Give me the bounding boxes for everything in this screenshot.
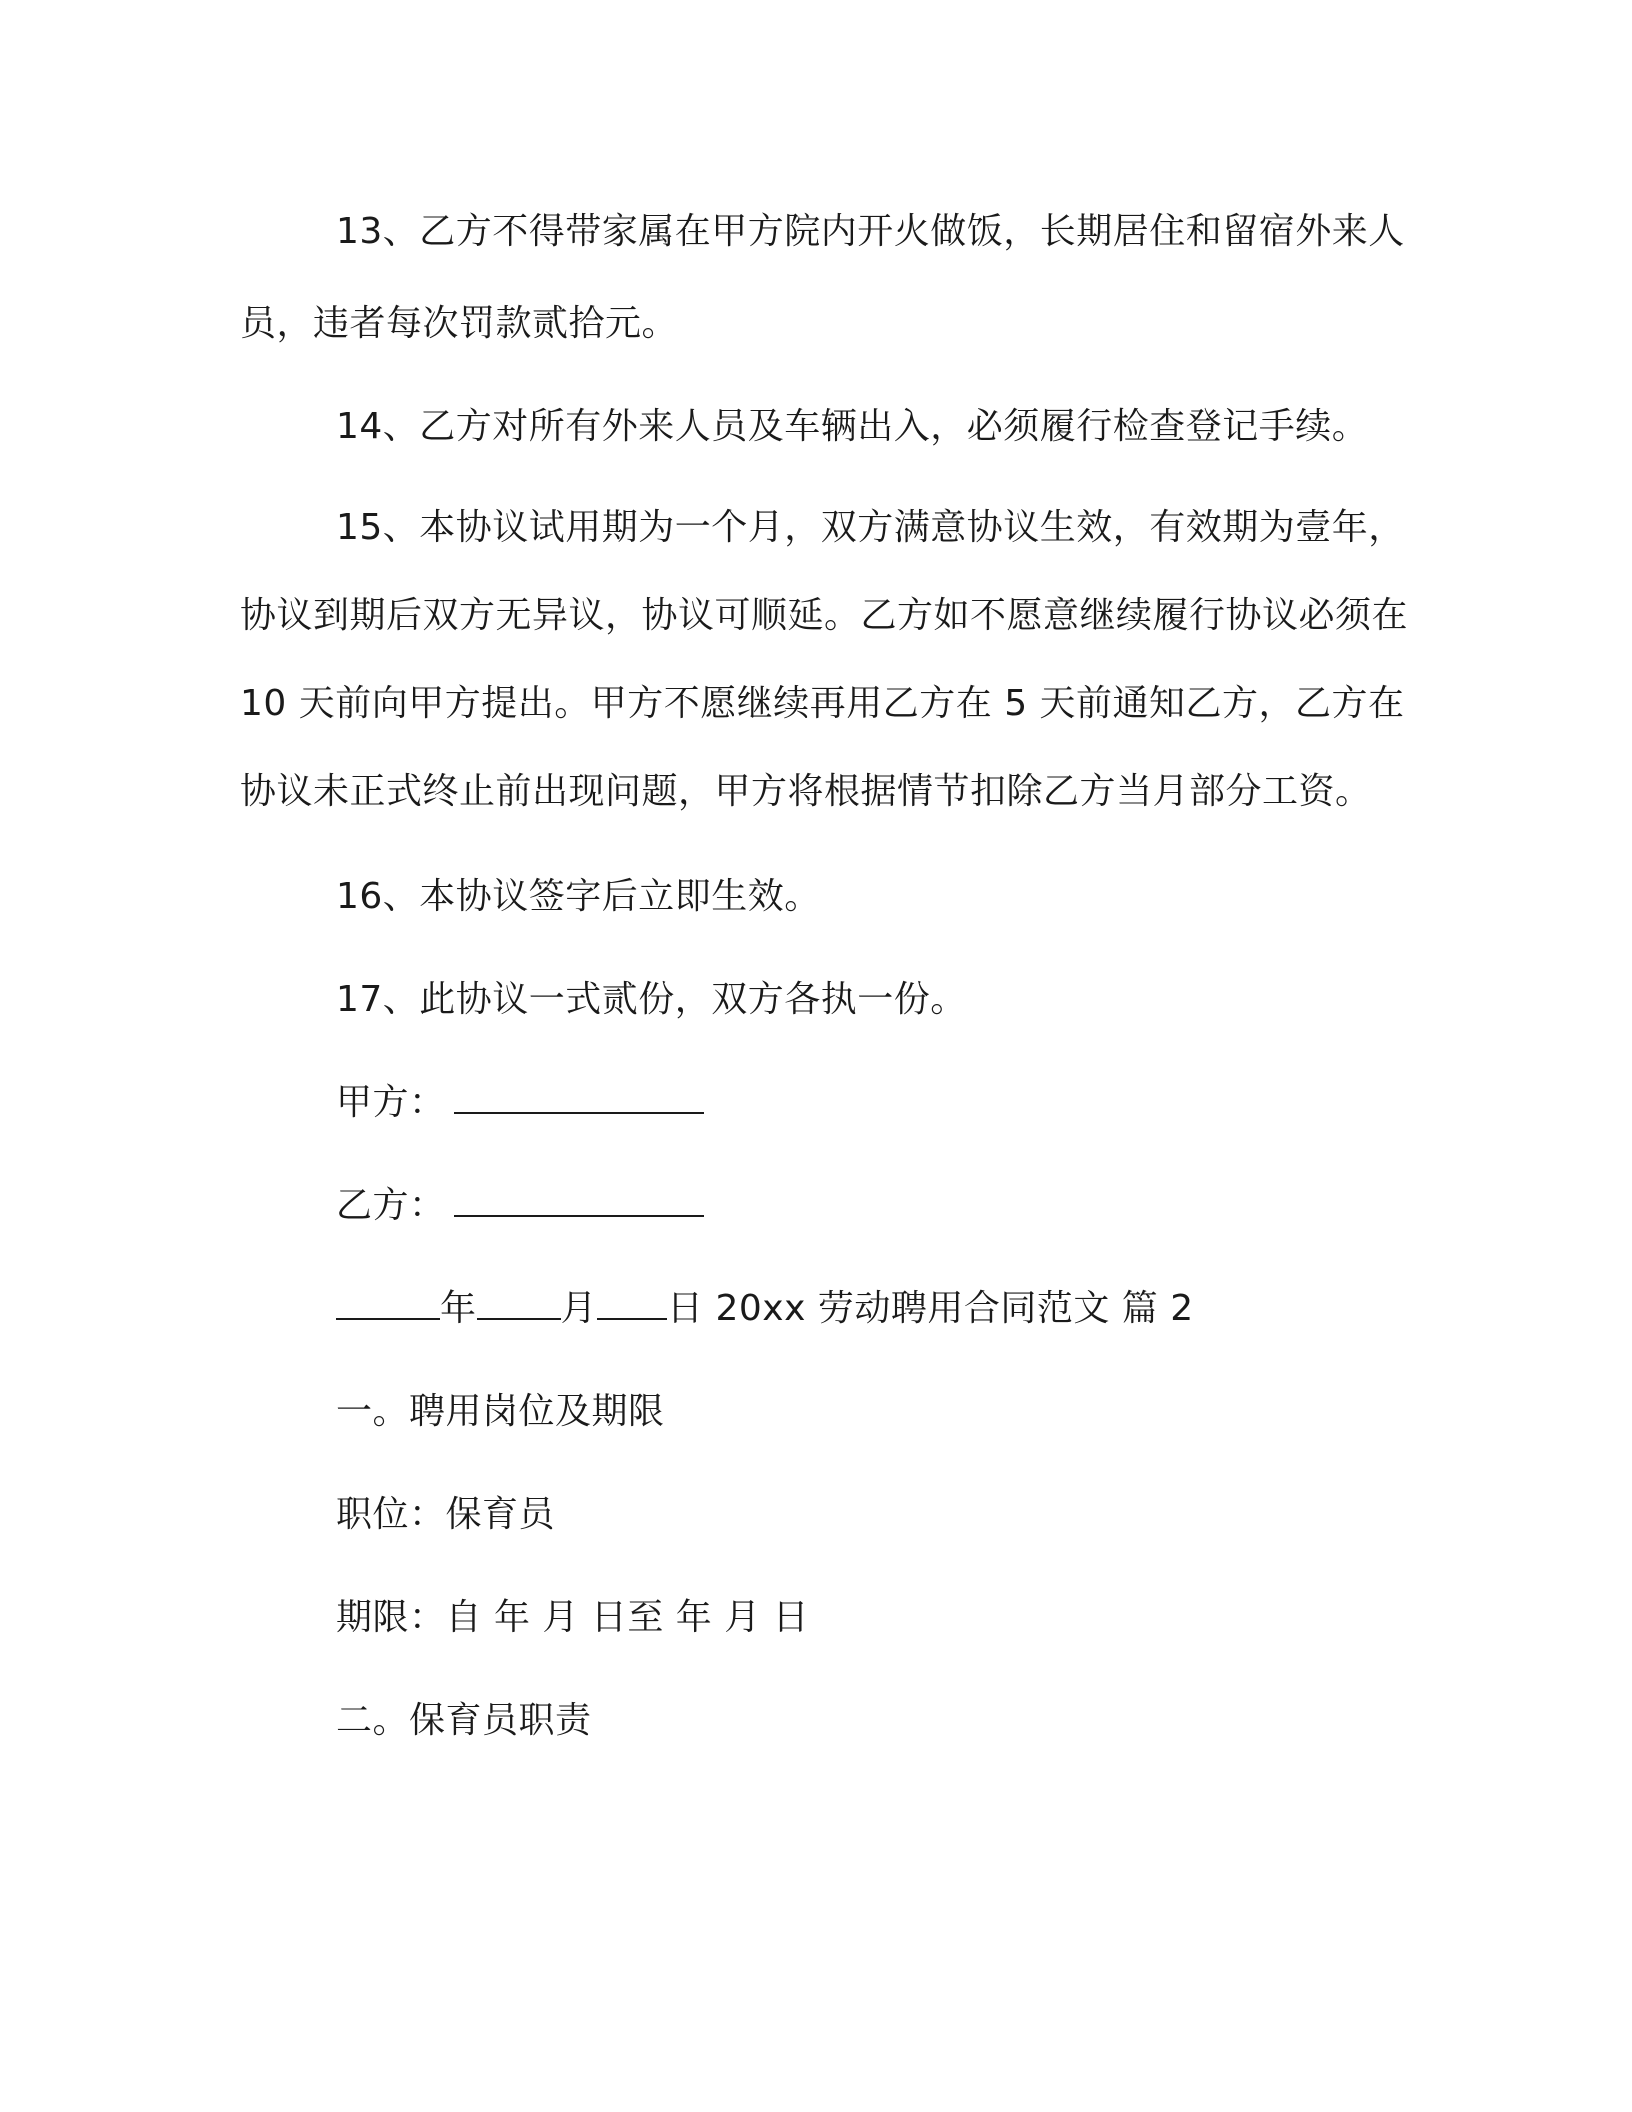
day-blank[interactable] xyxy=(597,1290,667,1320)
position-line: 职位：保育员 xyxy=(336,1494,556,1535)
party-b-blank[interactable] xyxy=(454,1187,704,1217)
document-body xyxy=(240,186,1410,1778)
party-b-signature xyxy=(240,1160,1410,1252)
party-a-blank[interactable] xyxy=(454,1084,704,1114)
day-and-title: 日 20xx 劳动聘用合同范文 篇 2 xyxy=(667,1288,1194,1329)
year-label: 年 xyxy=(440,1288,477,1329)
month-label: 月 xyxy=(560,1288,598,1329)
clause-17: 17、此协议一式贰份，双方各执一份。 xyxy=(336,979,967,1020)
section-1-heading: 一。聘用岗位及期限 xyxy=(336,1391,665,1432)
date-title-line xyxy=(240,1263,1410,1355)
clause-15: 15、本协议试用期为一个月，双方满意协议生效，有效期为壹年，协议到期后双方无异议，协议可顺延。乙方如不愿意继续履行协议必须在 10 天前向甲方提出。甲方不愿继续再用乙方在 5 天前通知乙方，乙方在协议未正式终止前出现问题，甲方将根据情节扣除乙方当月部分工资。 xyxy=(240,507,1409,812)
party-a-signature xyxy=(240,1057,1410,1149)
month-blank[interactable] xyxy=(477,1290,561,1320)
section-2-heading: 二。保育员职责 xyxy=(336,1700,592,1741)
party-a-label: 甲方： xyxy=(336,1082,446,1123)
clause-16: 16、本协议签字后立即生效。 xyxy=(336,876,821,917)
clause-13: 13、乙方不得带家属在甲方院内开火做饭，长期居住和留宿外来人员，违者每次罚款贰拾元。 xyxy=(240,211,1405,344)
year-blank[interactable] xyxy=(336,1290,440,1320)
clause-14: 14、乙方对所有外来人员及车辆出入，必须履行检查登记手续。 xyxy=(336,406,1369,447)
party-b-label: 乙方： xyxy=(336,1185,446,1226)
term-line: 期限：自 年 月 日至 年 月 日 xyxy=(336,1597,810,1638)
